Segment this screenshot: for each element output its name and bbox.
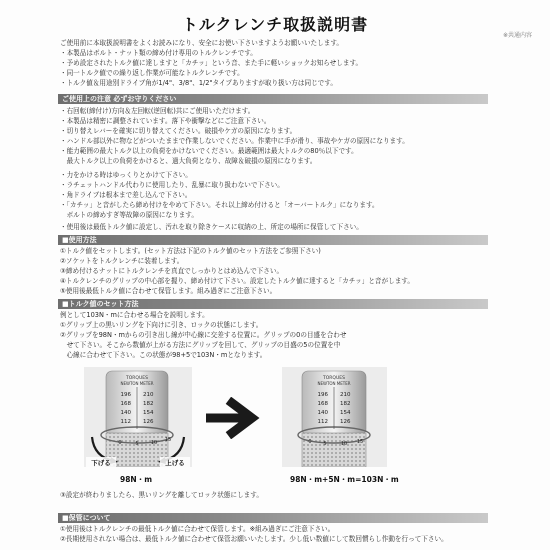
gauge-brand-line1: TORQUES <box>323 376 345 381</box>
scale-right-label: 210 <box>143 392 154 398</box>
caution-line: ・能力範囲の最大トルク以上の負荷をかけないでください。最適範囲は最大トルクの80％以下です。 <box>60 147 358 155</box>
setting-note: ③設定が終わりましたら、黒いリングを離してロック状態にします。 <box>60 491 263 499</box>
scale-right-label: 210 <box>340 392 351 398</box>
caution-line: ・切り替えレバーを確実に切り替えてください。破損やケガの原因になります。 <box>60 127 297 135</box>
section-header-label: ご使用上の注意 必ずお守りください <box>62 95 177 103</box>
caution-line: ・使用後は最低トルク値に設定し、汚れを取り除きケースに収納の上、所定の場所に保管して下さい。 <box>60 223 363 231</box>
caution-line: ボルトの締めすぎ等故障の原因になります。 <box>60 211 198 219</box>
scale-right-label: 154 <box>143 410 154 416</box>
scale-left-label: 112 <box>317 419 328 425</box>
scale-right-label: 154 <box>340 410 351 416</box>
usage-line: ①トルク値をセットします。(セット方法は下記のトルク値のセット方法をご参照下さい) <box>60 247 321 255</box>
scale-left-label: 140 <box>120 410 131 416</box>
caption-left: 98N・m <box>120 475 153 484</box>
usage-line: ④トルクレンチのグリップの中心部を握り、締め付けて下さい。設定したトルク値に達すると「カチッ」と音がします。 <box>60 277 414 285</box>
ring-tick: 0 <box>118 440 122 446</box>
ring-tick: 5 <box>323 441 327 447</box>
scale-right-label: 182 <box>143 401 154 407</box>
gauge-illustration-before <box>84 367 192 467</box>
ring-tick: 10 <box>340 441 348 447</box>
scale-left-label: 168 <box>120 401 131 407</box>
up-label: 上げる <box>165 459 185 467</box>
intro-line: ・トルク値＆用途別ドライブ角が1/4"、3/8"、1/2"タイプありますが取り扱い方は同じです。 <box>60 79 337 87</box>
section-header-caution <box>58 94 488 104</box>
setting-line: ②グリップを98N・mからの引き出し線が中心線に交差する位置に。グリップの0の目盛を合わせ <box>60 331 347 339</box>
storage-line: ②長期使用されない場合は、最低トルク値に合わせて保管お願いいたします。少し低い数値にして数回慣らし作動を行って下さい。 <box>60 535 448 543</box>
storage-line: ①使用後はトルクレンチの最低トルク値に合わせて保管します。※組み過ぎにご注意下さい。 <box>60 525 335 533</box>
scale-left-label: 196 <box>120 392 131 398</box>
intro-line: ・本製品はボルト・ナット類の締め付け専用のトルクレンチです。 <box>60 49 257 57</box>
torque-wrench-grip-drawing <box>84 367 192 467</box>
ring-tick: 15 <box>164 437 172 443</box>
caution-line: ・「カチッ」と音がしたら締め付けをやめて下さい。それ以上締め付けると「オーバートルク」になります。 <box>60 201 379 209</box>
intro-line: ・予め設定されたトルク値に達しますと「カチッ」という音、また手に軽いショックお知らせします。 <box>60 59 363 67</box>
ring-tick: 10 <box>150 440 158 446</box>
gauge-brand-line2: NEWTON METER <box>120 381 154 386</box>
caution-line: 最大トルク以上の負荷をかけると、過大負荷となり、故障＆破損の原因になります。 <box>60 157 317 165</box>
intro-line: ・同一トルク値での繰り返し作業が可能なトルクレンチです。 <box>60 69 244 77</box>
section-header-label: ■保管について <box>62 514 111 522</box>
scale-right-label: 182 <box>340 401 351 407</box>
caution-line: ・ハンドル部以外に物などがついたままで作業しないでください。作業中に手が滑り、事故やケガの原因になります。 <box>60 137 409 145</box>
usage-line: ②ソケットをトルクレンチに装着します。 <box>60 257 184 265</box>
section-header-setting <box>58 299 488 309</box>
caution-line: ・力をかける時はゆっくりとかけて下さい。 <box>60 171 192 179</box>
section-header-storage <box>58 513 488 523</box>
caption-right: 98N・m+5N・m=103N・m <box>290 475 399 484</box>
caution-line: ・本製品は精密に調整されています。落下や衝撃などにご注意下さい。 <box>60 117 271 125</box>
corner-note: ※共通内容 <box>502 32 532 39</box>
scale-left-label: 168 <box>317 401 328 407</box>
gauge-illustration-after <box>282 367 387 467</box>
document-title: トルクレンチ取扱説明書 <box>181 15 369 34</box>
caution-line: ・右回転(締付け)方向＆左回転(逆回転)共にご使用いただけます。 <box>60 107 255 115</box>
usage-line: ⑤使用後最低トルク値に合わせて保管します。組み過ぎにご注意下さい。 <box>60 287 277 295</box>
arrow-right-icon <box>206 397 268 439</box>
caution-line: ・角ドライブは根本まで差し込んで下さい。 <box>60 191 192 199</box>
section-header-label: ■使用方法 <box>62 236 97 244</box>
usage-line: ③締め付けるナットにトルクレンチを真直でしっかりとはめ込んで下さい。 <box>60 267 284 275</box>
section-header-label: ■トルク値のセット方法 <box>62 300 139 308</box>
setting-line: せて下さい。そこから数値が上がる方法にグリップを回して、グリップの目盛の5の位置を中 <box>60 341 341 349</box>
scale-left-label: 196 <box>317 392 328 398</box>
scale-left-label: 112 <box>120 419 131 425</box>
ring-tick: 0 <box>308 439 312 445</box>
down-label: 下げる <box>91 459 111 467</box>
gauge-brand-line2: NEWTON METER <box>317 381 351 386</box>
scale-right-label: 126 <box>143 419 154 425</box>
torque-wrench-grip-drawing <box>282 367 387 467</box>
setting-line: 例として103N・mに合わせる場合を説明します。 <box>60 311 209 319</box>
setting-line: ①グリップ上の黒いリングを下向けに引き、ロックの状態にします。 <box>60 321 263 329</box>
intro-line: ご使用前に本取扱説明書をよくお読みになり、安全にお使い下さいますようお願いいたします。 <box>60 39 344 47</box>
gauge-brand-line1: TORQUES <box>126 376 148 381</box>
setting-line: 心線に合わせて下さい。この状態が98+5で103N・mとなります。 <box>60 351 267 359</box>
ring-tick: 5 <box>135 441 139 447</box>
ring-tick: 15 <box>356 439 364 445</box>
caution-line: ・ラチェットハンドル代わりに使用したり、乱暴に取り扱わないで下さい。 <box>60 181 284 189</box>
section-header-usage <box>58 235 488 245</box>
scale-left-label: 140 <box>317 410 328 416</box>
scale-right-label: 126 <box>340 419 351 425</box>
